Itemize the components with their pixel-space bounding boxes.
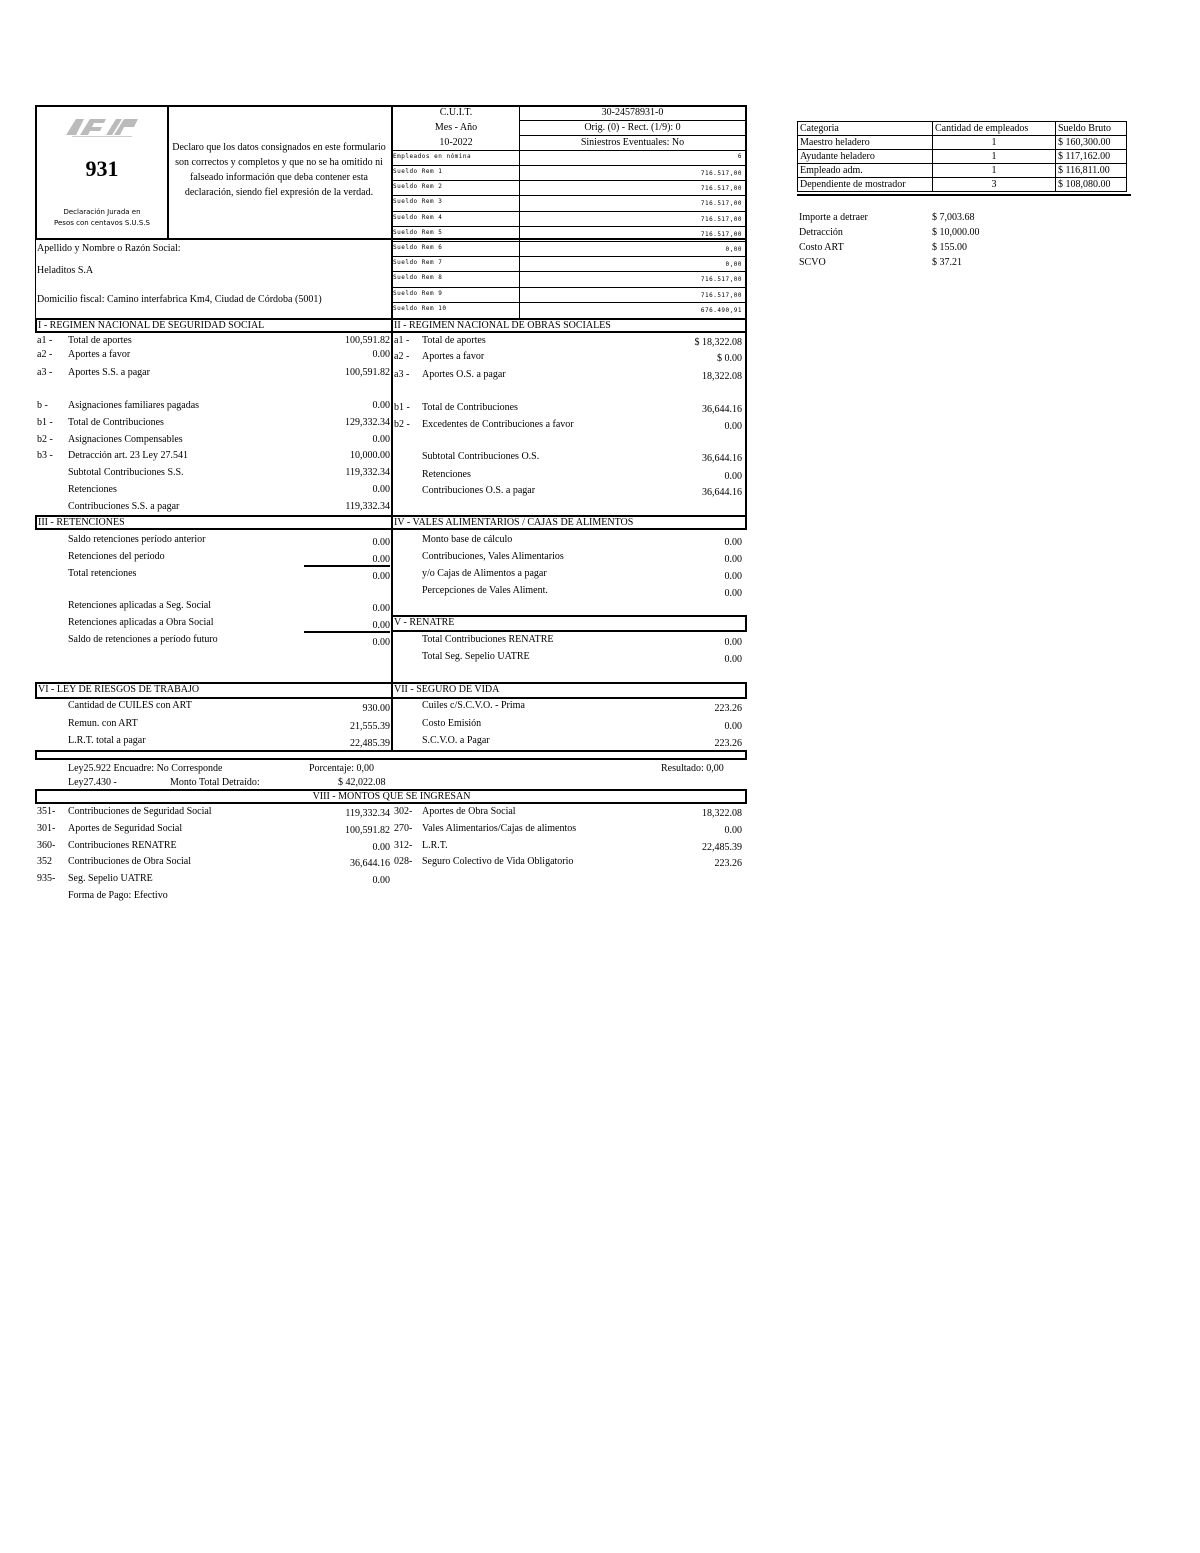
cell-category: Empleado adm. xyxy=(798,164,933,178)
col-divider-c xyxy=(391,699,393,750)
ley-1a: Ley25.922 Encuadre: No Corresponde xyxy=(68,763,223,774)
form-subtitle-1: Declaración Jurada en xyxy=(63,208,141,216)
sec6-title: VI - LEY DE RIESGOS DE TRABAJO xyxy=(35,682,393,699)
row-value: 0.00 xyxy=(724,654,742,665)
row-value: 36,644.16 xyxy=(702,487,742,498)
row-value: 119,332.34 xyxy=(345,467,390,478)
sueldo-value: 716.517,00 xyxy=(700,291,742,299)
row-label: L.R.T. xyxy=(422,840,448,851)
row-label: Retenciones aplicadas a Obra Social xyxy=(68,617,214,628)
table-row xyxy=(798,150,1127,164)
col-header: Cantidad de empleados xyxy=(933,122,1056,136)
row-value: 0.00 xyxy=(372,554,390,565)
row-value: 0.00 xyxy=(724,421,742,432)
summary-value: $ 7,003.68 xyxy=(932,212,975,223)
row-label: y/o Cajas de Alimentos a pagar xyxy=(422,568,547,579)
table-row xyxy=(798,136,1127,150)
row-value: 0.00 xyxy=(372,400,390,411)
sec1-title: I - REGIMEN NACIONAL DE SEGURIDAD SOCIAL xyxy=(35,318,393,333)
row-value: 0.00 xyxy=(372,571,390,582)
row-label: Total Contribuciones RENATRE xyxy=(422,634,554,645)
row-value: 22,485.39 xyxy=(702,842,742,853)
row-label: Aportes a favor xyxy=(68,349,131,360)
row-value: 0.00 xyxy=(372,537,390,548)
row-code: b2 - xyxy=(394,419,410,430)
sueldo-value: 716.517,00 xyxy=(700,230,742,238)
form-subtitle-2: Pesos con centavos S.U.S.S xyxy=(54,219,150,227)
cell-category: Ayudante heladero xyxy=(798,150,933,164)
sec7-title: VII - SEGURO DE VIDA xyxy=(391,682,747,699)
ley-1c: Resultado: 0,00 xyxy=(661,763,724,774)
row-label: Contribuciones S.S. a pagar xyxy=(68,501,180,512)
row-value: 0.00 xyxy=(724,537,742,548)
row-value: 0.00 xyxy=(724,825,742,836)
row-divider xyxy=(391,302,745,303)
row-value: 129,332.34 xyxy=(345,417,390,428)
row-label: Detracción art. 23 Ley 27.541 xyxy=(68,450,188,461)
row-value: 0.00 xyxy=(372,875,390,886)
ley-2a: Ley27.430 - xyxy=(68,777,117,788)
ley-1b: Porcentaje: 0,00 xyxy=(309,763,374,774)
sueldo-label: Sueldo Rem 3 xyxy=(393,198,443,206)
row-label: Asignaciones familiares pagadas xyxy=(68,400,200,411)
row-value: 223.26 xyxy=(714,738,742,749)
row-value: $ 18,322.08 xyxy=(694,337,742,348)
row-code: b2 - xyxy=(37,434,53,445)
row-code: 302- xyxy=(394,806,413,817)
row-label: Costo Emisión xyxy=(422,718,482,729)
row-label: Percepciones de Vales Aliment. xyxy=(422,585,548,596)
row-label: Subtotal Contribuciones S.S. xyxy=(68,467,184,478)
forma-pago: Forma de Pago: Efectivo xyxy=(68,890,168,901)
row-divider xyxy=(391,165,745,166)
row-label: Cantidad de CUILES con ART xyxy=(68,700,192,711)
row-label: Aportes a favor xyxy=(422,351,485,362)
employees-label: Empleados en nómina xyxy=(393,153,472,160)
razon-label: Apellido y Nombre o Razón Social: xyxy=(37,243,181,254)
row-value: 119,332.34 xyxy=(345,501,390,512)
row-value: 0.00 xyxy=(372,349,390,360)
row-code: a2 - xyxy=(37,349,53,360)
summary-value: $ 37.21 xyxy=(932,257,962,268)
row-value: 0.00 xyxy=(724,637,742,648)
summary-label: Costo ART xyxy=(799,242,844,253)
row-label: Cuiles c/S.C.V.O. - Prima xyxy=(422,700,525,711)
row-label: Aportes S.S. a pagar xyxy=(68,367,150,378)
row-label: Contribuciones RENATRE xyxy=(68,840,177,851)
cell-category: Dependiente de mostrador xyxy=(798,178,933,192)
row-value: 21,555.39 xyxy=(350,721,390,732)
row-label: Total de Contribuciones xyxy=(68,417,164,428)
category-table xyxy=(797,121,1127,192)
row-label: Aportes de Obra Social xyxy=(422,806,516,817)
sueldo-value: 716.517,00 xyxy=(700,200,742,208)
sueldo-label: Sueldo Rem 5 xyxy=(393,228,443,236)
row-divider xyxy=(391,241,745,242)
sec67-right xyxy=(745,750,747,760)
sueldo-label: Sueldo Rem 7 xyxy=(393,259,443,267)
domicilio: Domicilio fiscal: Camino interfabrica Km4, Ciudad de Córdoba (5001) xyxy=(37,294,322,305)
sec67-bottom xyxy=(35,750,747,752)
siniestros: Siniestros Eventuales: No xyxy=(580,137,685,148)
sec2-title: II - REGIMEN NACIONAL DE OBRAS SOCIALES xyxy=(391,318,747,333)
sueldo-label: Sueldo Rem 1 xyxy=(393,168,443,175)
form-number: 931 xyxy=(85,156,119,181)
row-code: b1 - xyxy=(394,402,410,413)
summary-value: $ 155.00 xyxy=(932,242,967,253)
row-label: Contribuciones de Seguridad Social xyxy=(68,806,212,817)
cell-salary: $ 116,811.00 xyxy=(1056,164,1127,178)
row-value: 0.00 xyxy=(724,721,742,732)
row-value: 0.00 xyxy=(372,620,390,631)
cuit-value: 30-24578931-0 xyxy=(601,107,664,118)
underline-obra-social xyxy=(304,631,390,633)
row-label: Remun. con ART xyxy=(68,718,138,729)
row-value: 0.00 xyxy=(372,434,390,445)
row-code: a3 - xyxy=(37,367,53,378)
row-divider xyxy=(391,211,745,212)
row-label: Monto base de cálculo xyxy=(422,534,513,545)
cell-category: Maestro heladero xyxy=(798,136,933,150)
summary-label: SCVO xyxy=(799,257,826,268)
row-value: 0.00 xyxy=(724,554,742,565)
cell-count: 1 xyxy=(933,136,1056,150)
hdr-line xyxy=(391,150,745,151)
declaration-text: Declaro que los datos consignados en este formulario son correctos y completos y que no se ha omitido ni falseado información que deba contener esta declaración, siendo fiel expresión de la verdad. xyxy=(172,142,386,198)
sueldo-value: 676.490,91 xyxy=(700,306,742,314)
razon-value: Heladitos S.A xyxy=(37,265,94,276)
row-label: Contribuciones O.S. a pagar xyxy=(422,485,536,496)
row-label: S.C.V.O. a Pagar xyxy=(422,735,490,746)
ley-2c: $ 42,022.08 xyxy=(338,777,386,788)
sec67-left xyxy=(35,750,37,760)
row-value: 0.00 xyxy=(372,484,390,495)
row-label: Saldo retenciones período anterior xyxy=(68,534,206,545)
table-row xyxy=(798,178,1127,192)
row-label: Retenciones aplicadas a Seg. Social xyxy=(68,600,212,611)
cuit-label: C.U.I.T. xyxy=(439,107,473,118)
sec67-bottom-2 xyxy=(35,758,747,760)
row-divider xyxy=(391,256,745,257)
row-value: $ 0.00 xyxy=(717,353,742,364)
sueldo-value: 716.517,00 xyxy=(700,215,742,223)
row-value: 36,644.16 xyxy=(702,404,742,415)
row-code: 312- xyxy=(394,840,413,851)
row-label: Retenciones xyxy=(422,469,471,480)
summary-value: $ 10,000.00 xyxy=(932,227,980,238)
row-value: 0.00 xyxy=(372,603,390,614)
row-value: 10,000.00 xyxy=(350,450,390,461)
sueldo-label: Sueldo Rem 2 xyxy=(393,183,443,191)
row-value: 0.00 xyxy=(724,571,742,582)
sec8-title: VIII - MONTOS QUE SE INGRESAN xyxy=(35,789,747,804)
row-value: 36,644.16 xyxy=(350,858,390,869)
sueldo-label: Sueldo Rem 4 xyxy=(393,213,443,221)
sueldo-label: Sueldo Rem 8 xyxy=(393,274,443,282)
row-value: 119,332.34 xyxy=(345,808,390,819)
cell-salary: $ 117,162.00 xyxy=(1056,150,1127,164)
row-divider xyxy=(391,180,745,181)
row-label: Contribuciones, Vales Alimentarios xyxy=(422,551,564,562)
row-label: Aportes de Seguridad Social xyxy=(68,823,183,834)
row-code: 360- xyxy=(37,840,56,851)
table-row xyxy=(798,164,1127,178)
sueldo-label: Sueldo Rem 10 xyxy=(393,304,447,312)
col-right-a xyxy=(745,333,747,515)
row-code: 028- xyxy=(394,856,413,867)
sueldo-value: 716.517,00 xyxy=(700,170,742,177)
row-code: 935- xyxy=(37,873,56,884)
sueldo-value: 0,00 xyxy=(725,261,742,269)
row-code: 301- xyxy=(37,823,56,834)
row-code: b - xyxy=(37,400,48,411)
employees-value: 6 xyxy=(737,153,742,160)
row-value: 0.00 xyxy=(724,588,742,599)
sueldo-label: Sueldo Rem 9 xyxy=(393,289,443,297)
row-label: Retenciones xyxy=(68,484,117,495)
row-value: 100,591.82 xyxy=(345,367,390,378)
row-label: Aportes O.S. a pagar xyxy=(422,369,506,380)
left-edge xyxy=(35,240,36,318)
row-divider xyxy=(391,271,745,272)
row-value: 100,591.82 xyxy=(345,825,390,836)
row-label: Total de aportes xyxy=(422,335,486,346)
row-code: 351- xyxy=(37,806,56,817)
row-code: a2 - xyxy=(394,351,410,362)
cell-count: 1 xyxy=(933,150,1056,164)
mes-value: 10-2022 xyxy=(439,137,473,148)
row-value: 0.00 xyxy=(372,637,390,648)
cell-salary: $ 108,080.00 xyxy=(1056,178,1127,192)
row-label: Contribuciones de Obra Social xyxy=(68,856,192,867)
row-label: Total Seg. Sepelio UATRE xyxy=(422,651,530,662)
col-divider-a xyxy=(391,333,393,515)
underline-total-ret xyxy=(304,565,390,567)
row-code: a1 - xyxy=(394,335,410,346)
sueldo-value: 716.517,00 xyxy=(700,185,742,193)
row-value: 18,322.08 xyxy=(702,808,742,819)
cell-salary: $ 160,300.00 xyxy=(1056,136,1127,150)
row-code: a3 - xyxy=(394,369,410,380)
col-header: Sueldo Bruto xyxy=(1056,122,1127,136)
table-bottom-thick xyxy=(797,194,1131,196)
row-value: 36,644.16 xyxy=(702,453,742,464)
row-label: Total de Contribuciones xyxy=(422,402,518,413)
row-value: 223.26 xyxy=(714,858,742,869)
row-label: Asignaciones Compensables xyxy=(68,434,183,445)
row-value: 22,485.39 xyxy=(350,738,390,749)
row-value: 0.00 xyxy=(372,842,390,853)
row-code: 352 xyxy=(37,856,52,867)
summary-label: Detracción xyxy=(799,227,843,238)
row-value: 0.00 xyxy=(724,471,742,482)
row-divider xyxy=(391,195,745,196)
sec4-title: IV - VALES ALIMENTARIOS / CAJAS DE ALIMENTOS xyxy=(391,515,747,530)
header-right-edge xyxy=(745,105,747,333)
row-code: b3 - xyxy=(37,450,53,461)
cell-count: 3 xyxy=(933,178,1056,192)
row-label: Retenciones del período xyxy=(68,551,165,562)
row-label: Subtotal Contribuciones O.S. xyxy=(422,451,540,462)
row-code: a1 - xyxy=(37,335,53,346)
col-header: Categoria xyxy=(798,122,933,136)
col-divider-b xyxy=(391,530,393,682)
row-value: 18,322.08 xyxy=(702,371,742,382)
row-value: 223.26 xyxy=(714,703,742,714)
row-label: Total de aportes xyxy=(68,335,132,346)
category-table-header xyxy=(798,122,1127,136)
row-label: Total retenciones xyxy=(68,568,137,579)
row-code: b1 - xyxy=(37,417,53,428)
sueldo-value: 0,00 xyxy=(725,246,742,253)
mes-label: Mes - Año xyxy=(434,122,478,133)
row-code: 270- xyxy=(394,823,413,834)
sec3-title: III - RETENCIONES xyxy=(35,515,393,530)
row-divider xyxy=(391,287,745,288)
ley-2b: Monto Total Detraído: xyxy=(170,777,260,788)
header-divider-1 xyxy=(167,105,169,240)
row-label: Vales Alimentarios/Cajas de alimentos xyxy=(422,823,577,834)
cell-count: 1 xyxy=(933,164,1056,178)
row-label: Seguro Colectivo de Vida Obligatorio xyxy=(422,856,574,867)
sec5-title: V - RENATRE xyxy=(391,615,747,632)
row-divider xyxy=(391,226,745,227)
summary-label: Importe a detraer xyxy=(799,212,868,223)
row-value: 100,591.82 xyxy=(345,335,390,346)
row-value: 930.00 xyxy=(362,703,390,714)
mes-orig: Orig. (0) - Rect. (1/9): 0 xyxy=(584,122,681,133)
row-label: Saldo de retenciones a período futuro xyxy=(68,634,218,645)
row-label: Excedentes de Contribuciones a favor xyxy=(422,419,574,430)
sueldo-label: Sueldo Rem 6 xyxy=(393,244,443,251)
sueldo-value: 716.517,00 xyxy=(700,276,742,284)
row-label: Seg. Sepelio UATRE xyxy=(68,873,153,884)
afip-logo-icon xyxy=(62,115,142,139)
row-label: L.R.T. total a pagar xyxy=(68,735,146,746)
